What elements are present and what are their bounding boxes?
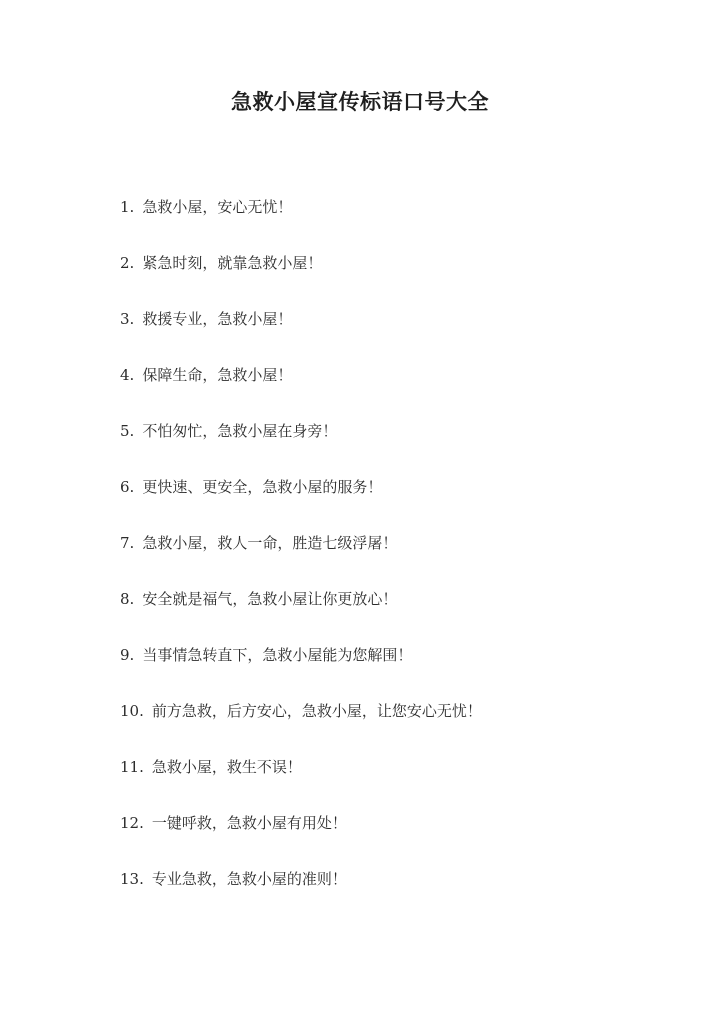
slogan-item-8 [120, 586, 482, 642]
slogan-text: 保障生命，急救小屋！ [142, 366, 293, 384]
slogan-text: 当事情急转直下，急救小屋能为您解围！ [142, 646, 413, 664]
slogan-number: 11. [120, 758, 144, 776]
slogan-text: 紧急时刻，就靠急救小屋！ [142, 254, 323, 272]
slogan-item-5 [120, 418, 482, 474]
slogan-number: 10. [120, 702, 144, 720]
slogan-number: 12. [120, 814, 144, 832]
slogan-item-7 [120, 530, 482, 586]
slogan-number: 13. [120, 870, 144, 888]
slogan-text: 急救小屋，救人一命，胜造七级浮屠！ [142, 534, 398, 552]
slogan-item-13 [120, 866, 482, 922]
slogan-item-9 [120, 642, 482, 698]
slogan-number: 9. [120, 646, 135, 664]
slogan-item-3 [120, 306, 482, 362]
slogan-item-2 [120, 250, 482, 306]
slogan-text: 急救小屋，救生不误！ [151, 758, 302, 776]
slogan-item-4 [120, 362, 482, 418]
slogan-text: 一键呼救，急救小屋有用处！ [151, 814, 347, 832]
slogan-text: 救援专业，急救小屋！ [142, 310, 293, 328]
slogan-text: 前方急救，后方安心，急救小屋，让您安心无忧！ [151, 702, 482, 720]
slogan-text: 专业急救，急救小屋的准则！ [151, 870, 347, 888]
slogan-item-1 [120, 194, 482, 250]
slogan-number: 8. [120, 590, 135, 608]
slogan-number: 2. [120, 254, 135, 272]
document-title: 急救小屋宣传标语口号大全 [231, 89, 489, 114]
slogan-text: 更快速、更安全，急救小屋的服务！ [142, 478, 383, 496]
slogan-item-10 [120, 698, 482, 754]
slogan-number: 1. [120, 198, 135, 216]
slogan-list [120, 194, 482, 922]
slogan-item-6 [120, 474, 482, 530]
slogan-number: 5. [120, 422, 135, 440]
slogan-text: 急救小屋，安心无忧！ [142, 198, 293, 216]
slogan-item-12 [120, 810, 482, 866]
slogan-number: 3. [120, 310, 135, 328]
slogan-text: 不怕匆忙，急救小屋在身旁！ [142, 422, 338, 440]
slogan-number: 4. [120, 366, 135, 384]
slogan-text: 安全就是福气，急救小屋让你更放心！ [142, 590, 398, 608]
slogan-number: 6. [120, 478, 135, 496]
slogan-item-11 [120, 754, 482, 810]
slogan-number: 7. [120, 534, 135, 552]
